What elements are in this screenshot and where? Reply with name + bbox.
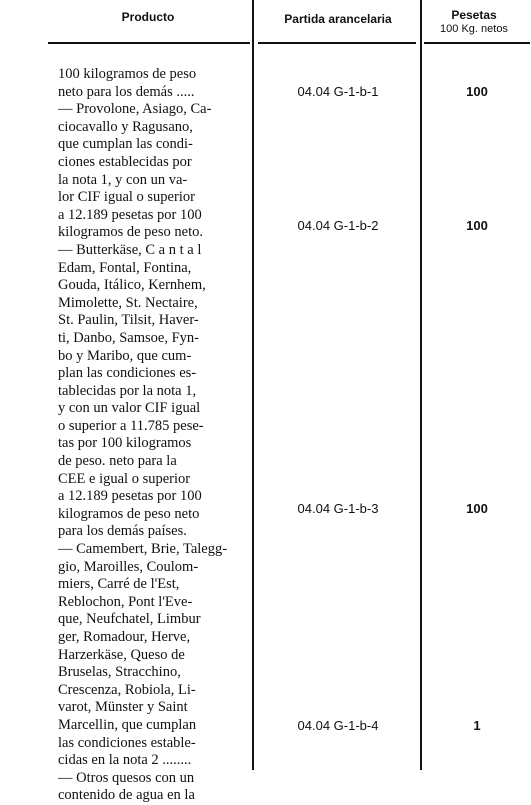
- product-text-line: — Otros quesos con un: [58, 769, 195, 786]
- product-text-line: — Butterkäse, C a n t a l: [58, 241, 202, 258]
- tariff-code-row-3: 04.04 G-1-b-3: [297, 501, 379, 516]
- price-value-row-2: 100: [466, 218, 488, 233]
- product-text-line: o superior a 11.785 pese-: [58, 417, 204, 434]
- product-text-line: CEE e igual o superior: [58, 470, 191, 487]
- product-text-line: gio, Maroilles, Coulom-: [58, 558, 199, 575]
- column-divider-2: [420, 0, 422, 770]
- header-pesetas-unit: 100 Kg. netos: [440, 23, 508, 35]
- product-text-line: ciocavallo y Ragusano,: [58, 118, 193, 135]
- product-text-line: a 12.189 pesetas por 100: [58, 488, 202, 505]
- product-text-line: cidas en la nota 2 ........: [58, 752, 192, 769]
- product-text-line: lor CIF igual o superior: [58, 189, 195, 206]
- product-text-line: Reblochon, Pont l'Eve-: [58, 593, 193, 610]
- header-pesetas-label: Pesetas: [451, 8, 497, 22]
- product-text-line: — Camembert, Brie, Talegg-: [58, 541, 228, 558]
- product-text-line: Mimolette, St. Nectaire,: [58, 294, 198, 311]
- header-rule-producto: [48, 42, 250, 44]
- product-text-line: Crescenza, Robiola, Li-: [58, 681, 196, 698]
- product-text-line: kilogramos de peso neto: [58, 505, 200, 522]
- product-text-line: plan las condiciones es-: [58, 365, 197, 382]
- product-text-line: tablecidas por la nota 1,: [58, 382, 197, 399]
- product-text-line: ti, Danbo, Samsoe, Fyn-: [58, 329, 199, 346]
- tariff-code-row-2: 04.04 G-1-b-2: [297, 218, 379, 233]
- product-text-line: ger, Romadour, Herve,: [58, 629, 191, 645]
- product-text-line: para los demás países.: [58, 523, 187, 540]
- product-text-line: las condiciones estable-: [58, 734, 196, 751]
- product-text-line: 100 kilogramos de peso: [58, 66, 197, 82]
- product-text-line: bo y Maribo, que cum-: [58, 347, 192, 364]
- price-value-row-3: 100: [466, 501, 488, 516]
- product-description-column: [58, 66, 248, 805]
- product-text-line: ciones establecidas por: [58, 153, 192, 170]
- product-text-line: neto para los demás .....: [58, 83, 195, 100]
- product-text-line: varot, Münster y Saint: [58, 699, 188, 716]
- price-value-row-1: 100: [466, 84, 488, 99]
- product-text-line: St. Paulin, Tilsit, Haver-: [58, 312, 199, 329]
- product-text-line: kilogramos de peso neto.: [58, 224, 203, 241]
- product-text-line: Marcellin, que cumplan: [58, 716, 197, 733]
- product-text-line: miers, Carré de l'Est,: [58, 576, 180, 593]
- product-text-line: Edam, Fontal, Fontina,: [58, 259, 192, 276]
- product-text-line: que, Neufchatel, Limbur: [58, 611, 201, 628]
- product-text-line: la nota 1, y con un va-: [58, 171, 188, 188]
- tariff-code-row-4: 04.04 G-1-b-4: [297, 718, 379, 733]
- product-text-line: que cumplan las condi-: [58, 136, 193, 153]
- header-partida-arancelaria: Partida arancelaria: [284, 12, 392, 26]
- header-producto: Producto: [121, 10, 175, 24]
- price-value-row-4: 1: [473, 718, 481, 733]
- header-rule-partida: [258, 42, 416, 44]
- product-text-line: Harzerkäse, Queso de: [58, 646, 185, 663]
- product-text-line: Bruselas, Stracchino,: [58, 664, 181, 681]
- product-text-line: Gouda, Itálico, Kernhem,: [58, 277, 206, 294]
- product-text-line: de peso. neto para la: [58, 453, 177, 470]
- header-rule-pesetas: [424, 42, 530, 44]
- product-text-line: y con un valor CIF igual: [58, 400, 201, 417]
- product-text-line: — Provolone, Asiago, Ca-: [58, 101, 212, 118]
- product-text-line: tas por 100 kilogramos: [58, 435, 192, 452]
- product-text-line: a 12.189 pesetas por 100: [58, 206, 202, 223]
- column-divider-1: [252, 0, 254, 770]
- product-text-line: contenido de agua en la: [58, 787, 195, 804]
- header-pesetas: [420, 8, 528, 36]
- tariff-code-row-1: 04.04 G-1-b-1: [297, 84, 379, 99]
